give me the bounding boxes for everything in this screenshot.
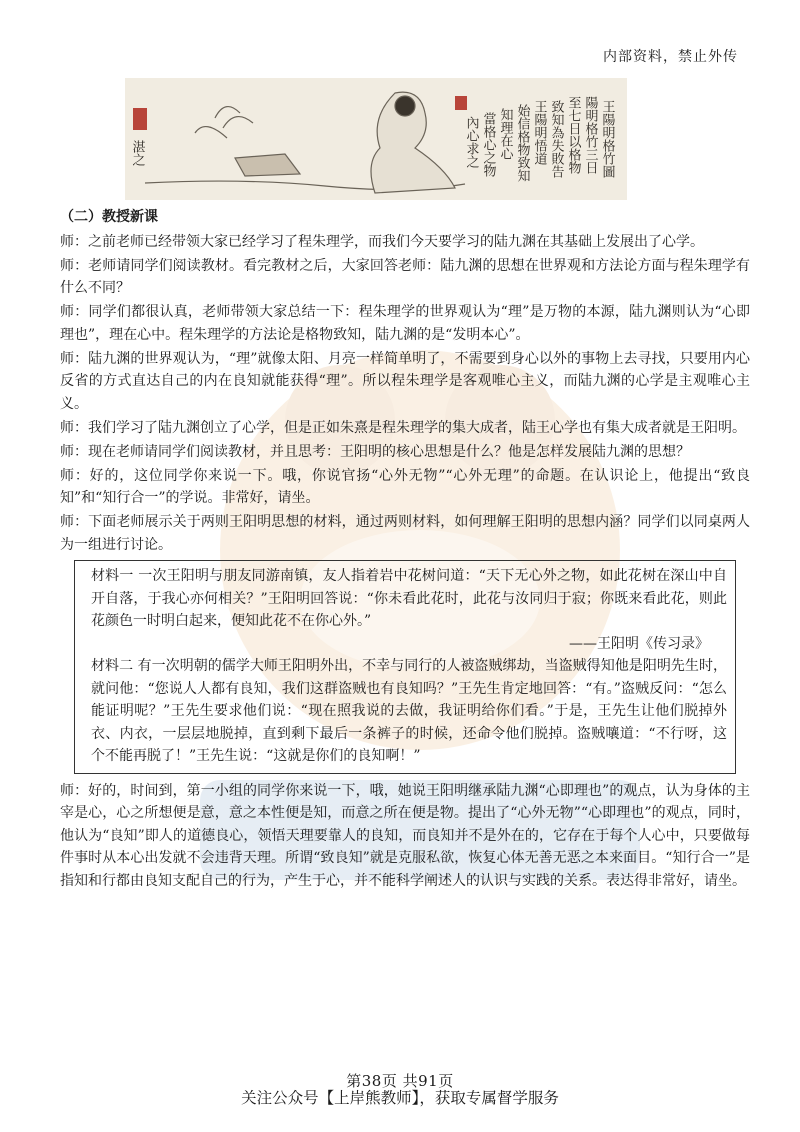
closing-paragraph: 师：好的，时间到，第一小组的同学你来说一下，哦，她说王阳明继承陆九渊“心即理也”的观点，认为身体的主宰是心，心之所想便是意，意之本性便是知，而意之所在便是物。提出了“心外无物”“心即理也”的观点，同时，他认为“良知”即人的道德良心，领悟天理要靠人的良知，而良知并不是外在的，它存在于每个人心中，只要做每件事时从本心出发就不会违背天理。所谓“致良知”就是克服私欲，恢复心体无善无恶之本来面目。“知行合一”是指知和行都由良知支配自己的行为，产生于心，并不能科学阐述人的认识与实践的关系。表达得非常好，请坐。 xyxy=(60,782,750,889)
seal-icon xyxy=(133,108,147,130)
material-two: 材料二 有一次明朝的儒学大师王阳明外出，不幸与同行的人被盗贼绑劫，当盗贼得知他是阳明先生时，就问他：“您说人人都有良知，我们这群盗贼也有良知吗？”王先生肯定地回答：“有。”盗贼反问：“怎么能证明呢？”王先生要求他们说：“现在照我说的去做，我证明给你们看。”于是，王先生让他们脱掉外衣、内衣，一层层地脱掉，直到剩下最后一条裤子的时候，还命令他们脱掉。盗贼嚷道：“不行呀，这个不能再脱了！”王先生说：“这就是你们的良知啊！” xyxy=(91,658,727,764)
calligraphy-col-4: 致知為失敗告 xyxy=(548,100,564,178)
calligraphy-col-5: 王陽明悟道 xyxy=(531,100,547,165)
material-one: 材料一 一次王阳明与朋友同游南镇，友人指着岩中花树问道：“天下无心外之物，如此花树在深山中自开自落，于我心亦何相关？”王阳明回答说：“你未看此花时，此花与汝同归于寂；你既来看此花，则此花颜色一时明白起来，便知此花不在你心外。” xyxy=(91,568,727,629)
paragraph: 师：我们学习了陆九渊创立了心学，但是正如朱熹是程朱理学的集大成者，陆王心学也有集大成者就是王阳明。 xyxy=(60,419,746,436)
paragraph: 师：好的，这位同学你来说一下。哦，你说官扬“心外无物”“心外无理”的命题。在认识论上，他提出“致良知”和“知行合一”的学说。非常好，请坐。 xyxy=(60,467,750,506)
calligraphy-col-8: 當格心之物 xyxy=(480,112,496,177)
calligraphy-col-7: 知理在心 xyxy=(497,108,513,160)
painting-image xyxy=(125,78,627,200)
confidential-note: 内部资料，禁止外传 xyxy=(603,49,738,65)
calligraphy-col-3: 至七日以格物 xyxy=(565,96,581,174)
paragraph: 师：老师请同学们阅读教材。看完教材之后，大家回答老师：陆九渊的思想在世界观和方法论方面与程朱理学有什么不同？ xyxy=(60,257,750,296)
materials-box xyxy=(74,560,736,774)
calligraphy-col-2: 陽明格竹三日 xyxy=(582,96,598,174)
paragraph: 师：同学们都很认真，老师带领大家总结一下：程朱理学的世界观认为“理”是万物的本源，陆九渊则认为“心即理也”，理在心中。程朱理学的方法论是格物致知，陆九渊的是“发明本心”。 xyxy=(60,304,750,343)
material-attribution: ——王阳明《传习录》 xyxy=(569,635,709,652)
painting-signature: 湛之 xyxy=(129,140,145,166)
calligraphy-col-1: 王陽明格竹圖 xyxy=(599,100,615,178)
lesson-section xyxy=(60,206,750,894)
paragraph: 师：陆九渊的世界观认为，“理”就像太阳、月亮一样简单明了，不需要到身心以外的事物上去寻找，只要用内心反省的方式直达自己的内在良知就能获得“理”。所以程朱理学是客观唯心主义，而陆九渊的心学是主观唯心主义。 xyxy=(60,350,750,412)
paragraph: 师：下面老师展示关于两则王阳明思想的材料，通过两则材料，如何理解王阳明的思想内涵？同学们以同桌两人为一组进行讨论。 xyxy=(60,514,750,553)
painting-icon xyxy=(125,78,627,200)
seal-icon-2 xyxy=(455,96,467,110)
follow-notice: 关注公众号【上岸熊教师】，获取专属督学服务 xyxy=(241,1089,559,1107)
page-number: 第38页 共91页 xyxy=(346,1072,454,1090)
section-heading: （二）教授新课 xyxy=(60,209,158,225)
calligraphy-col-6: 始信格物致知 xyxy=(514,104,530,182)
paragraph: 师：现在老师请同学们阅读教材，并且思考：王阳明的核心思想是什么？他是怎样发展陆九渊的思想？ xyxy=(60,443,690,460)
paragraph: 师：之前老师已经带领大家已经学习了程朱理学，而我们今天要学习的陆九渊在其基础上发展出了心学。 xyxy=(60,233,704,250)
calligraphy-col-9: 內心求之 xyxy=(463,116,479,168)
